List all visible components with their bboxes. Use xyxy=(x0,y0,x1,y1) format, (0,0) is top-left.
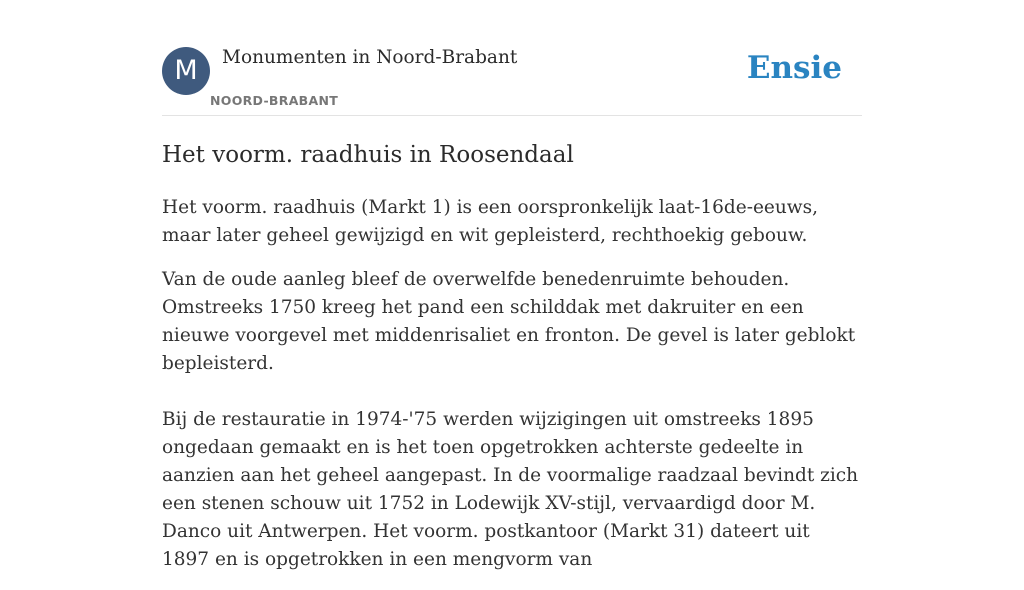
article-title: Het voorm. raadhuis in Roosendaal xyxy=(162,142,574,168)
source-category-link[interactable]: NOORD-BRABANT xyxy=(210,93,339,108)
article xyxy=(162,140,862,590)
article-paragraph: Het voorm. raadhuis (Markt 1) is een oorspronkelijk laat-16de-eeuws, maar later geheel gewijzigd en wit gepleisterd, rechthoekig gebouw. xyxy=(162,197,818,246)
source-title-link[interactable]: Monumenten in Noord-Brabant xyxy=(222,47,518,68)
source-header xyxy=(162,45,862,116)
article-paragraph: Bij de restauratie in 1974-'75 werden wijzigingen uit omstreeks 1895 ongedaan gemaakt en is het toen opgetrokken achterste gedeelte in aanzien aan het geheel aangepast. In de voormalige raadzaal bevindt zich een stenen schouw uit 1752 in Lodewijk XV-stijl, vervaardigd door M. Danco uit Antwerpen. Het voorm. postkantoor (Markt 31) dateert uit 1897 en is opgetrokken in een mengvorm van xyxy=(162,409,859,570)
ensie-logo[interactable]: Ensie xyxy=(746,50,842,86)
avatar[interactable]: M xyxy=(162,47,210,95)
article-paragraph: Van de oude aanleg bleef de overwelfde benedenruimte behouden. Omstreeks 1750 kreeg het pand een schilddak met dakruiter en een nieuwe voorgevel met middenrisaliet en fronton. De gevel is later geblokt bepleisterd. xyxy=(162,269,856,374)
